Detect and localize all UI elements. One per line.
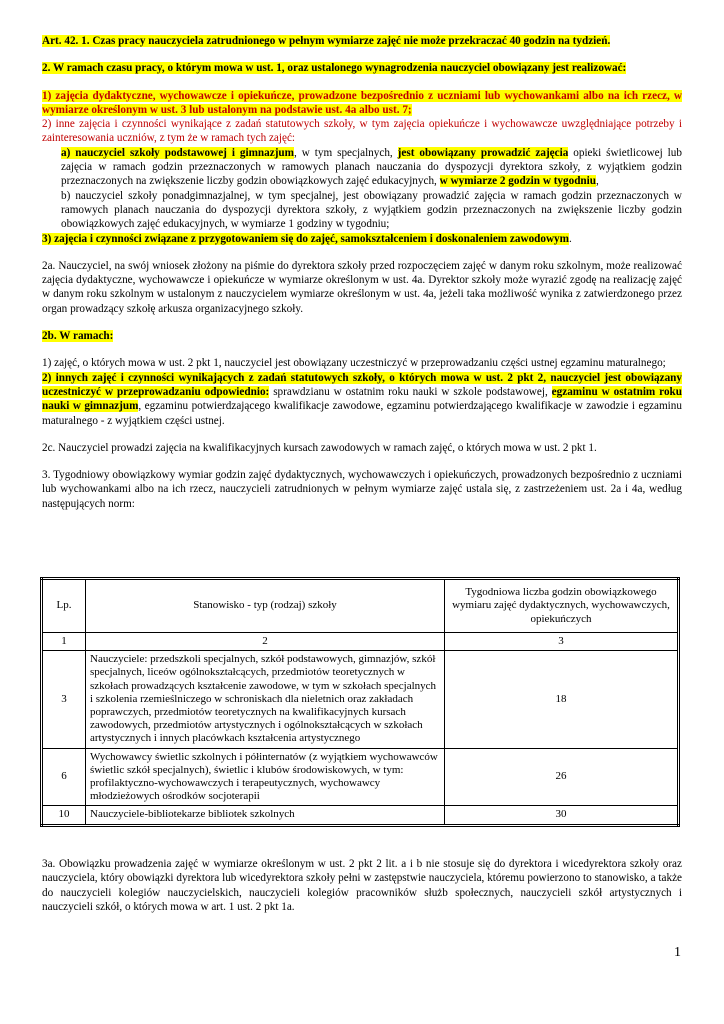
page-number: 1: [674, 945, 681, 960]
art-header: Art. 42. 1. Czas pracy nauczyciela zatrudnionego w pełnym wymiarze zajęć nie może przekraczać 40 godzin na tydzień.: [42, 35, 611, 47]
col-header-position: Stanowisko - typ (rodzaj) szkoły: [86, 579, 445, 633]
para-3a: 3a. Obowiązku prowadzenia zajęć w wymiarze określonym w ust. 2 pkt 2 lit. a i b nie stosuje się do dyrektora i wicedyrektora szkoły oraz nauczyciela, który obowiązki dyrektora lub wicedyrektora szkoły pełni w zastępstwie nauczyciela, któremu powierzono to stanowisko, a także do nauczycieli kolegiów nauczycielskich, nauczycieli kolegiów pracowników służb społecznych, nauczycieli szkół artystycznych i nauczycieli szkół, o których mowa w art. 1 ust. 2 pkt 1a.: [42, 858, 682, 913]
numbering-cell: 3: [445, 633, 679, 651]
row-hours: 30: [445, 806, 679, 825]
table-row: [42, 806, 679, 825]
row-desc: Wychowawcy świetlic szkolnych i półinternatów (z wyjątkiem wychowawców świetlic szkół specjalnych), świetlic i klubów środowiskowych, w tym: profilaktyczno-wychowawczych i terapeutycznych, wychowawcy młodzieżowych ośrodków socjoterapii: [86, 748, 445, 806]
para-2-point-1: 1) zajęcia dydaktyczne, wychowawcze i opiekuńcze, prowadzone bezpośrednio z uczniami lub wychowankami albo na ich rzecz, w wymiarze określonym w ust. 3 lub ustalonym na podstawie ust. 4a albo ust. 7;: [42, 89, 682, 116]
document-body: [42, 34, 682, 511]
table-row: [42, 651, 679, 748]
col-header-hours: Tygodniowa liczba godzin obowiązkowego wymiaru zajęć dydaktycznych, wychowawczych, opiekuńczych: [445, 579, 679, 633]
para-2-point-2b: b) nauczyciel szkoły ponadgimnazjalnej, w tym specjalnej, jest obowiązany prowadzić zajęcia w ramach godzin przeznaczonych w ramowych planach nauczania do dyspozycji dyrektora szkoły, z wyjątkiem godzin przeznaczonych na zwiększenie liczby godzin obowiązkowych zajęć edukacyjnych, w wymiarze 1 godziny w tygodniu;: [61, 189, 682, 231]
para-2-point-3: 3) zajęcia i czynności związane z przygotowaniem się do zajęć, samokształceniem i doskonaleniem zawodowym.: [42, 232, 572, 245]
row-lp: 6: [42, 748, 86, 806]
row-desc: Nauczyciele: przedszkoli specjalnych, szkół podstawowych, gimnazjów, szkół specjalnych, liceów ogólnokształcących, przedmiotów teoretycznych w szkołach prowadzących kształcenie zawodowe, w tym w szkołach specjalnych i szkolenia rzemieślniczego w schroniskach dla nieletnich oraz zakładach poprawczych, przedmiotów teoretycznych na kwalifikacyjnych kursach zawodowych, przedmiotów artystycznych i ogólnokształcących w szkołach artystycznych i innych placówkach kształcenia artystycznego: [86, 651, 445, 748]
para-2: 2. W ramach czasu pracy, o którym mowa w ust. 1, oraz ustalonego wynagrodzenia nauczyciel obowiązany jest realizować:: [42, 62, 627, 75]
col-header-lp: Lp.: [42, 579, 86, 633]
para-2-point-2: 2) inne zajęcia i czynności wynikające z zadań statutowych szkoły, w tym zajęcia opiekuńcze i wychowawcze uwzględniające potrzeby i zainteresowania uczniów, z tym że w ramach tych zajęć:: [42, 118, 682, 145]
row-lp: 3: [42, 651, 86, 748]
para-2a: 2a. Nauczyciel, na swój wniosek złożony na piśmie do dyrektora szkoły przed rozpoczęciem zajęć w danym roku szkolnym, może realizować zajęcia dydaktyczne, wychowawcze i opiekuńcze w wymiarze określonym w ust. 4a. Dyrektor szkoły może wyrazić zgodę na realizację zajęć w danym roku szkolnym w ustalonym z nauczycielem wymiarze określonym w ust. 4a, jeżeli taka możliwość wynika z zatwierdzonego przez organ prowadzący szkołę arkusza organizacyjnego szkoły.: [42, 259, 682, 315]
para-3: 3. Tygodniowy obowiązkowy wymiar godzin zajęć dydaktycznych, wychowawczych i opiekuńczych, prowadzonych bezpośrednio z uczniami lub wychowankami albo na ich rzecz, nauczycieli zatrudnionych w pełnym wymiarze zajęć ustala się, z zastrzeżeniem ust. 2a i 4a, według następujących norm:: [42, 469, 682, 510]
para-3a-block: [42, 857, 682, 914]
para-2b-point-2: 2) innych zajęć i czynności wynikających z zadań statutowych szkoły, o których mowa w ust. 2 pkt 2, nauczyciel jest obowiązany uczestniczyć w przeprowadzaniu odpowiednio: sprawdzianu w ostatnim roku nauki w szkole podstawowej, egzaminu w ostatnim roku nauki w gimnazjum, egzaminu potwierdzającego kwalifikacje zawodowe, egzaminu potwierdzającego kwalifikacje w zawodzie i egzaminu maturalnego - z wyjątkiem części ustnej.: [42, 371, 682, 427]
row-lp: 10: [42, 806, 86, 825]
row-hours: 18: [445, 651, 679, 748]
para-2b-point-1: 1) zajęć, o których mowa w ust. 2 pkt 1, nauczyciel jest obowiązany uczestniczyć w przeprowadzaniu części ustnej egzaminu maturalnego;: [42, 357, 666, 370]
row-desc: Nauczyciele-bibliotekarze bibliotek szkolnych: [86, 806, 445, 825]
table-numbering-row: [42, 633, 679, 651]
para-2c: 2c. Nauczyciel prowadzi zajęcia na kwalifikacyjnych kursach zawodowych w ramach zajęć, o których mowa w ust. 2 pkt 1.: [42, 441, 597, 454]
table-header-row: [42, 579, 679, 633]
table-row: [42, 748, 679, 806]
numbering-cell: 1: [42, 633, 86, 651]
numbering-cell: 2: [86, 633, 445, 651]
row-hours: 26: [445, 748, 679, 806]
para-2-point-2a: a) nauczyciel szkoły podstawowej i gimnazjum, w tym specjalnych, jest obowiązany prowadzić zajęcia opieki świetlicowej lub zajęcia w ramach godzin przeznaczonych w ramowych planach nauczania do dyspozycji dyrektora szkoły, z wyjątkiem godzin przeznaczonych na zwiększenie liczby godzin obowiązkowych zajęć edukacyjnych, w wymiarze 2 godzin w tygodniu,: [61, 146, 682, 188]
para-2b-heading: 2b. W ramach:: [42, 330, 114, 343]
norms-table: [40, 577, 680, 827]
